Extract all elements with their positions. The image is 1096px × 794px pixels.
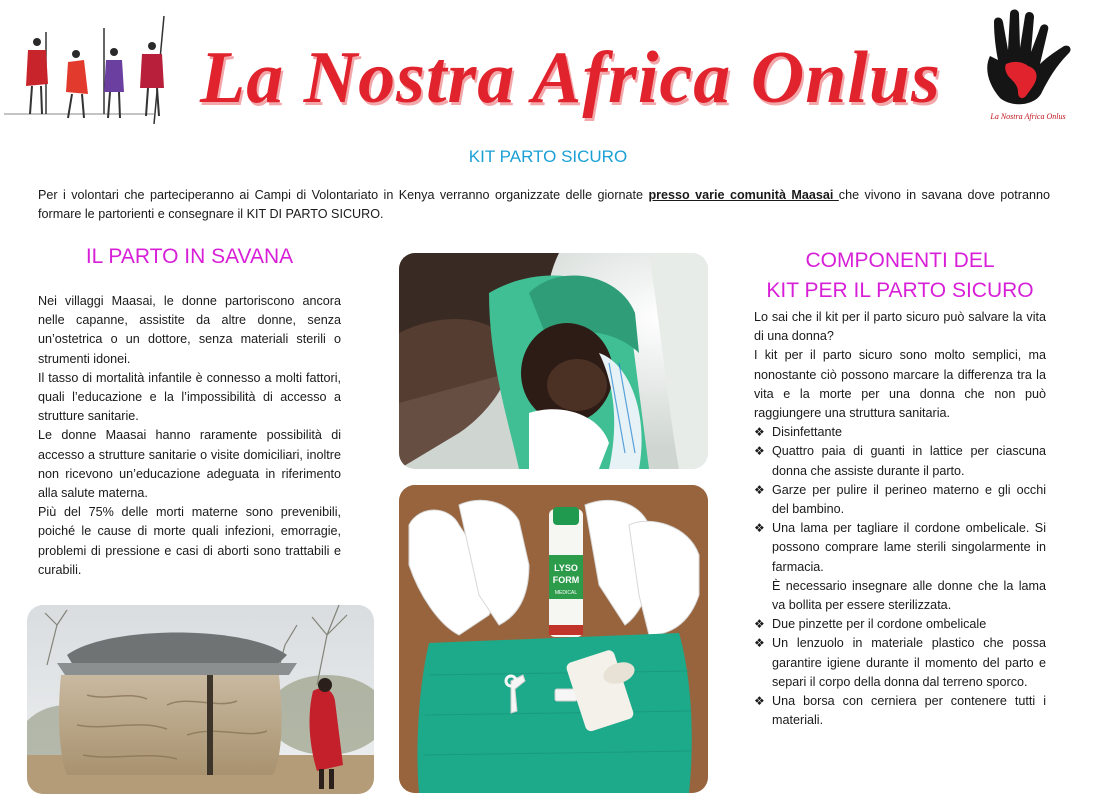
- heading-line-1: COMPONENTI DEL: [805, 249, 995, 272]
- right-column-text: [754, 308, 1046, 730]
- intro-text-end: che vivono in savana dove potranno formare le partorienti e consegnare il KIT DI PARTO SICURO.: [38, 188, 1050, 221]
- sterilization-note: È necessario insegnare alle donne che la lama va bollita per essere sterilizzata.: [772, 578, 1046, 613]
- right-paragraph: I kit per il parto sicuro sono molto semplici, ma nonostante ciò possono marcare la differenza tra la vita e la morte per una donna che non può raggiungere una struttura sanitaria.: [754, 348, 1046, 421]
- right-paragraph: Lo sai che il kit per il parto sicuro può salvare la vita di una donna?: [754, 310, 1046, 344]
- intro-highlight: presso varie comunità Maasai: [648, 188, 839, 202]
- heading-componenti-kit: [754, 246, 1046, 306]
- list-item: ❖ Una lama per tagliare il cordone ombelicale. Si possono comprare lame sterili singolarmente in farmacia.: [754, 519, 1046, 577]
- kit-component-list-continued: [754, 615, 1046, 730]
- bottle-sub-label: MEDICAL: [554, 590, 578, 596]
- list-item: ❖ Due pinzette per il cordone ombelicale: [754, 615, 1046, 634]
- kit-title: KIT PARTO SICURO: [468, 147, 628, 166]
- list-item: ❖ Una borsa con cerniera per contenere tutti i materiali.: [754, 692, 1046, 730]
- heading-parto-in-savana: IL PARTO IN SAVANA: [85, 245, 294, 268]
- hand-africa-logo: [978, 6, 1078, 112]
- intro-paragraph: [38, 186, 1050, 224]
- heading-line-2: KIT PER IL PARTO SICURO: [766, 279, 1034, 302]
- left-paragraph: Il tasso di mortalità infantile è connesso a molti fattori, quali l’educazione e la l’impossibilità di accesso a strutture sanitarie.: [38, 370, 341, 424]
- list-item: ❖ Garze per pulire il perineo materno e gli occhi del bambino.: [754, 481, 1046, 519]
- list-item: ❖ Disinfettante: [754, 423, 1046, 442]
- maasai-figures-illustration: [4, 14, 174, 126]
- left-paragraph: Nei villaggi Maasai, le donne partoriscono ancora nelle capanne, assistite da altre donne, senza un’ostetrica o un dottore, senza materiali sterili o strumenti idonei.: [38, 294, 341, 366]
- maasai-hut-photo: [27, 605, 374, 794]
- left-paragraph: Le donne Maasai hanno raramente possibilità di accesso a strutture sanitarie o visite domiciliari, inoltre non ricevono un’educazione adeguata in riferimento alla salute materna.: [38, 428, 341, 501]
- left-column-text: [38, 292, 341, 580]
- list-item: ❖ Quattro paia di guanti in lattice per ciascuna donna che assiste durante il parto.: [754, 442, 1046, 480]
- left-paragraph: Più del 75% delle morti materne sono prevenibili, poiché le cause di morte quali infezioni, emorragie, problemi di pressione e casi di aborti sono trattabili e curabili.: [38, 505, 341, 577]
- kit-contents-photo: [399, 485, 708, 793]
- mother-and-baby-photo: [399, 253, 708, 469]
- kit-component-list: [754, 423, 1046, 577]
- bottle-brand-bottom: FORM: [552, 575, 580, 585]
- logo-caption: La Nostra Africa Onlus: [990, 112, 1066, 121]
- bottle-brand-top: LYSO: [554, 563, 578, 573]
- list-item: ❖ Un lenzuolo in materiale plastico che possa garantire igiene durante il momento del parto e separi il corpo della donna dal terreno sporco.: [754, 634, 1046, 692]
- brand-title: La Nostra Africa Onlus: [200, 37, 941, 119]
- intro-text-start: Per i volontari che parteciperanno ai Campi di Volontariato in Kenya verranno organizzate delle giornate: [38, 188, 649, 202]
